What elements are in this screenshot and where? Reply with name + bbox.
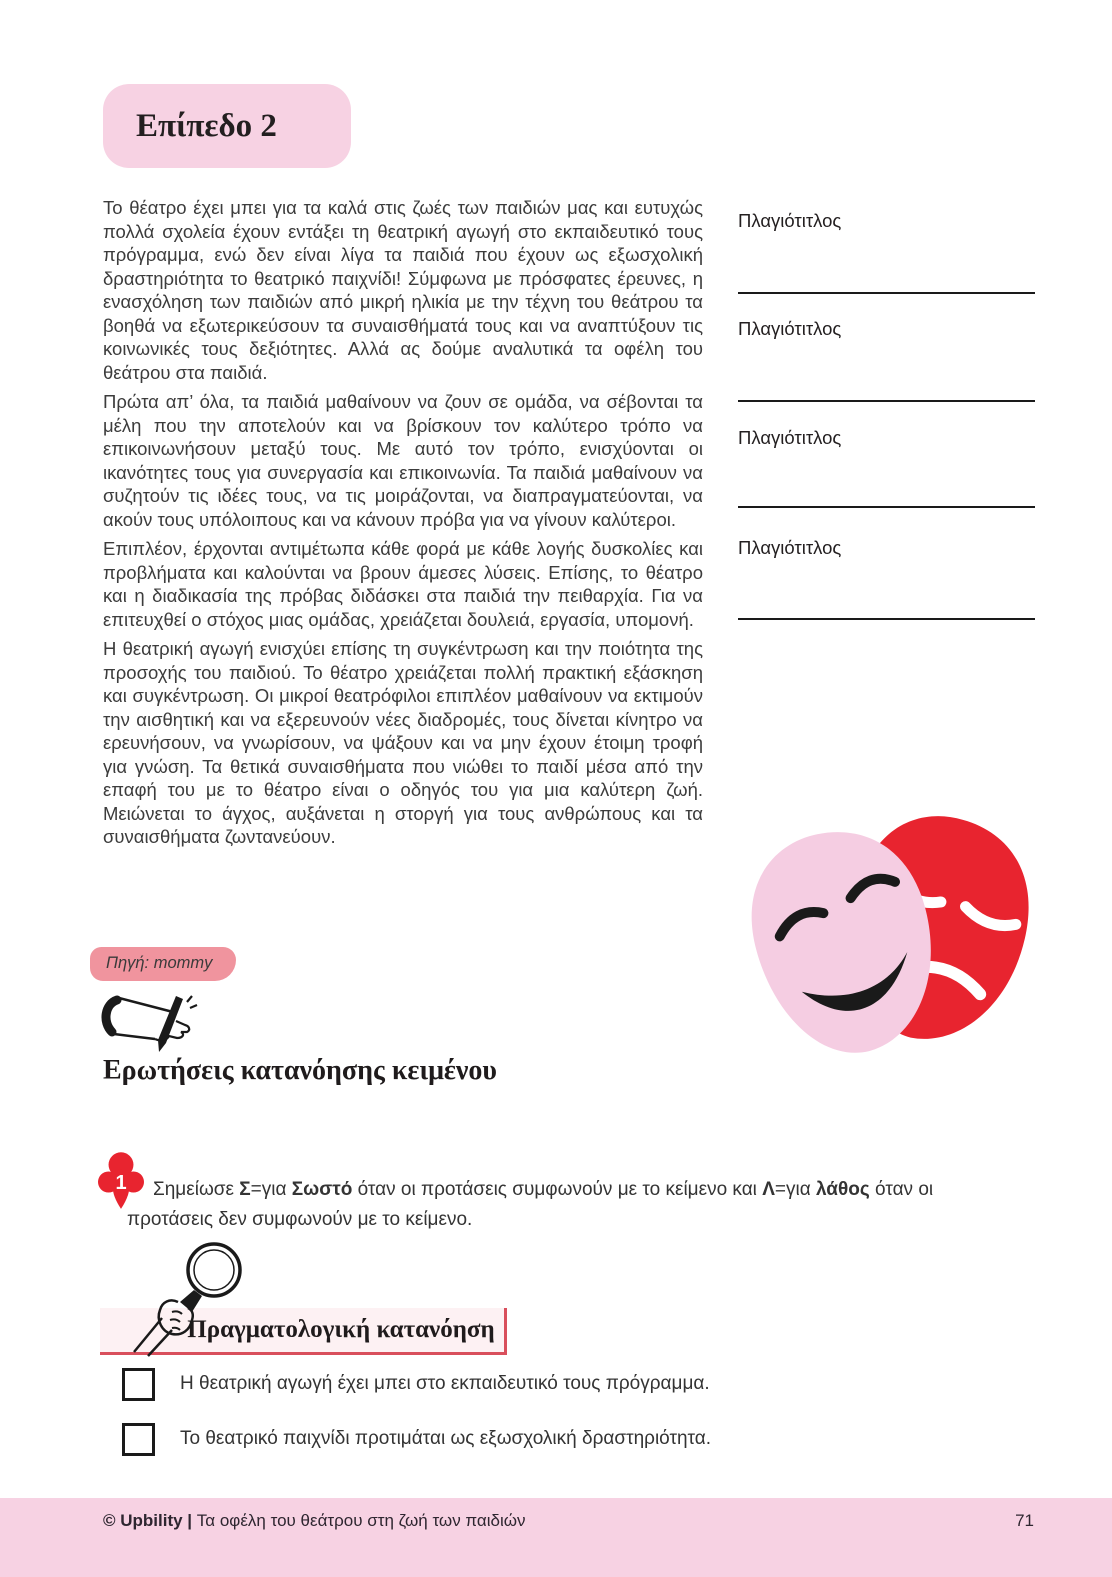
margin-title-label: Πλαγιότιτλος [738,318,842,339]
writing-hand-icon [97,992,202,1058]
margin-title-label: Πλαγιότιτλος [738,537,842,558]
answer-checkbox-1[interactable] [122,1368,155,1401]
article-paragraph: Το θέατρο έχει μπει για τα καλά στις ζωές των παιδιών μας και ευτυχώς πολλά σχολεία έχουν εντάξει τη θεατρική αγωγή στο εκπαιδευτικό τους πρόγραμμα, ενώ δεν είναι λίγα τα παιδιά που έχουν ως εξωσχολική δραστηριότητα το θεατρικό παιχνίδι! Σύμφωνα με πρόσφατες έρευνες, η ενασχόληση των παιδιών από μικρή ηλικία με την τέχνη του θεάτρου τα βοηθά να εξωτερικεύσουν τα συναισθήματά τους και να αναπτύξουν τις κοινωνικές τους δεξιότητες. Αλλά ας δούμε αναλυτικά τα οφέλη του θεάτρου στα παιδιά. [103,197,703,383]
article-body [103,196,703,855]
article-paragraph: Πρώτα απ’ όλα, τα παιδιά μαθαίνουν να ζουν σε ομάδα, να σέβονται τα μέλη που την αποτελούν και να βρίσκουν τον καλύτερο τρόπο να επικοινωνήσουν μεταξύ τους. Με αυτό τον τρόπο, ενισχύονται οι ικανότητες τους για συνεργασία και επικοινωνία. Τα παιδιά μαθαίνουν να συζητούν τις ιδέες τους, να τις μοιράζονται, να διαπραγματεύονται, να ακούν τους υπόλοιπους και να κάνουν πρόβα για να γίνουν καλύτεροι. [103,391,703,530]
footer-credit [103,1511,526,1531]
instruction-bold: Σ [239,1179,251,1200]
instruction-text: Σημείωσε [153,1179,240,1200]
margin-title-writing-line [738,618,1035,620]
source-tag: Πηγή: mommy [90,947,236,981]
footer-brand: © Upbility | [103,1511,193,1530]
answer-checkbox-2[interactable] [122,1423,155,1456]
instruction-text: =για [774,1179,816,1200]
instruction-text: όταν οι προτάσεις συμφωνούν με το κείμενο και [352,1179,763,1200]
factual-comprehension-heading: Πραγματολογική κατανόηση [187,1316,495,1343]
statement-text: Το θεατρικό παιχνίδι προτιμάται ως εξωσχολική δραστηριότητα. [180,1428,712,1449]
instruction-bold: Λ [762,1179,775,1200]
magnifier-hand-icon [126,1240,261,1358]
article-paragraph: Επιπλέον, έρχονται αντιμέτωπα κάθε φορά με κάθε λογής δυσκολίες και προβλήματα και καλούνται να βρουν άμεσες λύσεις. Επίσης, το θέατρο και η διαδικασία της πρόβας διδάσκει στα παιδιά την πειθαρχία. Για να επιτευχθεί ο στόχος μιας ομάδας, χρειάζεται δουλειά, εργασία, υπομονή. [103,538,703,630]
statement-text: Η θεατρική αγωγή έχει μπει στο εκπαιδευτικό τους πρόγραμμα. [180,1373,710,1394]
article-paragraph: Η θεατρική αγωγή ενισχύει επίσης τη συγκέντρωση και την ποιότητα της προσοχής του παιδιού. Το θέατρο χρειάζεται πολλή πρακτική εξάσκηση και συγκέντρωση. Οι μικροί θεατρόφιλοι επιπλέον μαθαίνουν να εκτιμούν την αισθητική και να εξερευνούν νέες διαδρομές, τους δίνεται κίνητρο να ερευνήσουν, να γνωρίσουν, να ψάξουν και να μην έχουν έτοιμη τροφή για γνώση. Τα θετικά συναισθήματα που νιώθει το παιδί μέσα από την επαφή του με το θέατρο είναι ο οδηγός του για μια καλύτερη ζωή. Μειώνεται το άγχος, αυξάνεται η στοργή για τους ανθρώπους και τα συναισθήματα ζωντανεύουν. [103,638,703,847]
instruction-text: όταν οι προτάσεις δεν συμφωνούν με το κείμενο. [127,1179,934,1230]
instruction-bold: Σωστό [291,1179,353,1200]
exercise-number: 1 [115,1172,127,1194]
page-number: 71 [1015,1511,1034,1530]
page-footer [0,1498,1112,1577]
level-badge [103,84,351,168]
comprehension-questions-heading: Ερωτήσεις κατανόησης κειμένου [103,1055,497,1086]
theater-masks-illustration [726,792,1056,1077]
level-badge-label: Επίπεδο 2 [136,108,277,144]
instruction-text: =για [250,1179,292,1200]
exercise-instruction [127,1175,989,1235]
instruction-bold: λάθος [815,1179,870,1200]
margin-title-writing-line [738,400,1035,402]
margin-title-writing-line [738,506,1035,508]
margin-title-writing-line [738,292,1035,294]
theater-masks-icon [726,792,1056,1077]
margin-title-label: Πλαγιότιτλος [738,427,842,448]
margin-title-label: Πλαγιότιτλος [738,210,842,231]
footer-doc-title: Τα οφέλη του θεάτρου στη ζωή των παιδιών [192,1511,526,1530]
